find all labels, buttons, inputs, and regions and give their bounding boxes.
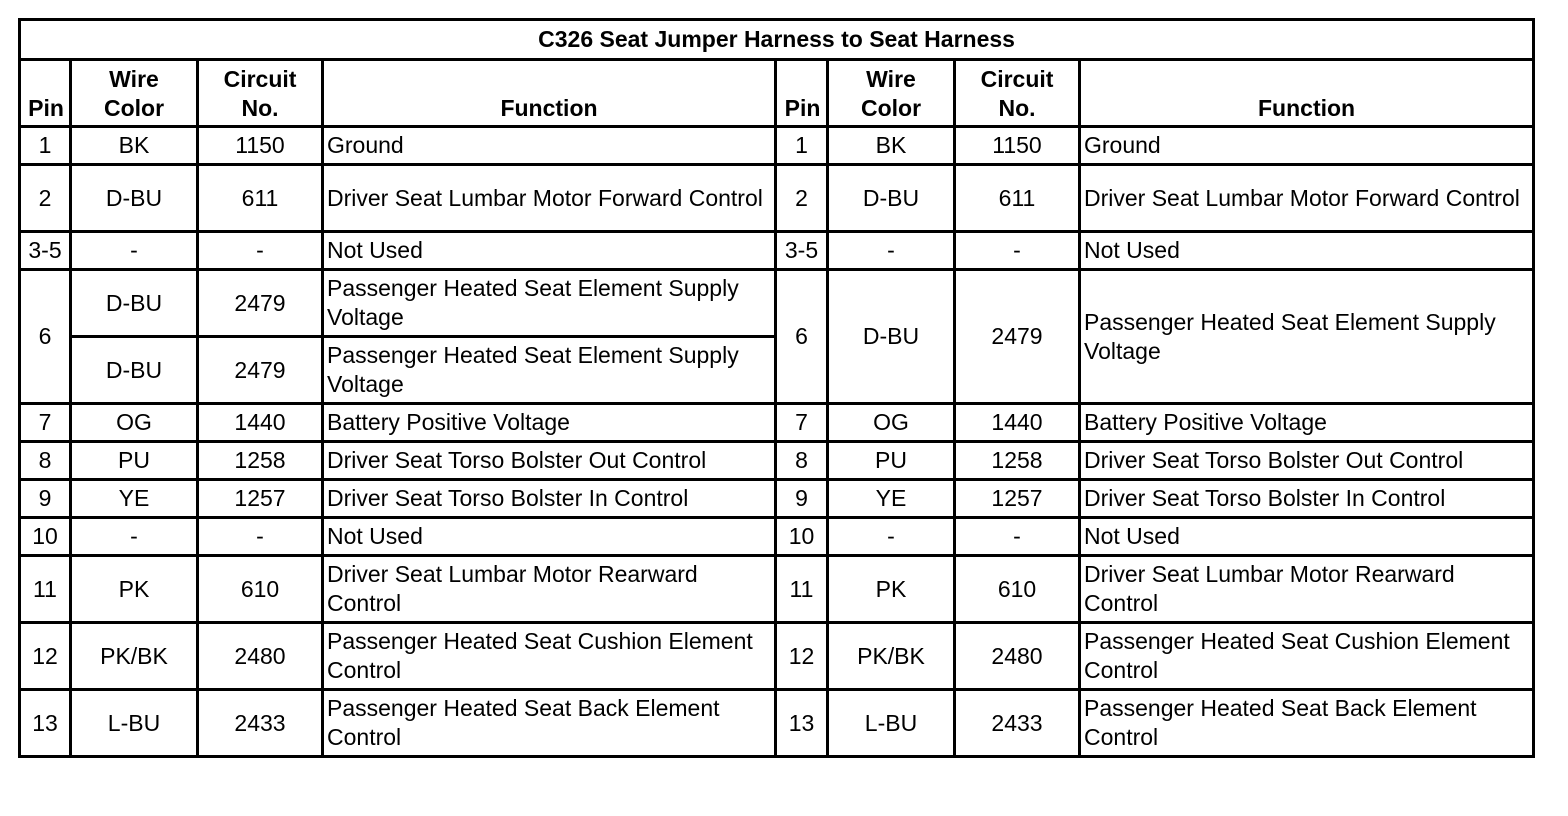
function-cell: Not Used [323, 232, 776, 270]
wire-color-cell: D-BU [71, 270, 198, 337]
function-cell: Driver Seat Lumbar Motor Rearward Control [323, 556, 776, 623]
function-cell: Battery Positive Voltage [1080, 404, 1534, 442]
wire-color-cell: - [71, 518, 198, 556]
circuit-cell: 1257 [198, 480, 323, 518]
pin-cell: 10 [776, 518, 828, 556]
wire-color-cell: OG [71, 404, 198, 442]
table-title: C326 Seat Jumper Harness to Seat Harness [20, 20, 1534, 60]
header-circuit-label: Circuit [980, 66, 1054, 92]
wire-color-cell: PU [71, 442, 198, 480]
pin-cell: 6 [20, 270, 71, 404]
circuit-cell: 610 [955, 556, 1080, 623]
pin-cell: 11 [776, 556, 828, 623]
wire-color-cell: - [828, 232, 955, 270]
function-cell: Passenger Heated Seat Back Element Control [1080, 690, 1534, 757]
header-no-label: No. [241, 95, 279, 121]
function-cell: Driver Seat Lumbar Motor Rearward Control [1080, 556, 1534, 623]
table-row [20, 127, 1534, 165]
table-row [20, 442, 1534, 480]
circuit-cell: 1440 [955, 404, 1080, 442]
pin-cell: 6 [776, 270, 828, 404]
header-color-label: Color [103, 95, 165, 121]
function-cell: Driver Seat Torso Bolster Out Control [1080, 442, 1534, 480]
function-cell: Driver Seat Torso Bolster Out Control [323, 442, 776, 480]
header-wire-label: Wire [866, 66, 916, 92]
circuit-cell: 2479 [198, 270, 323, 337]
pin-cell: 7 [20, 404, 71, 442]
header-function-left: Function [323, 60, 776, 127]
function-cell: Passenger Heated Seat Cushion Element Control [1080, 623, 1534, 690]
circuit-cell: 2479 [955, 270, 1080, 404]
wire-color-cell: OG [828, 404, 955, 442]
wire-color-cell: PU [828, 442, 955, 480]
pin-cell: 9 [776, 480, 828, 518]
circuit-cell: 2433 [955, 690, 1080, 757]
wire-color-cell: YE [71, 480, 198, 518]
wire-color-cell: - [71, 232, 198, 270]
function-cell: Driver Seat Torso Bolster In Control [1080, 480, 1534, 518]
header-pin-left: Pin [20, 60, 71, 127]
circuit-cell: - [955, 232, 1080, 270]
circuit-cell: 2480 [198, 623, 323, 690]
circuit-cell: 2433 [198, 690, 323, 757]
header-circuit-left [198, 60, 323, 127]
function-cell: Passenger Heated Seat Back Element Control [323, 690, 776, 757]
table-row [20, 404, 1534, 442]
circuit-cell: 1150 [955, 127, 1080, 165]
wire-color-cell: PK [71, 556, 198, 623]
wire-color-cell: D-BU [828, 270, 955, 404]
function-cell: Not Used [1080, 232, 1534, 270]
pin-cell: 7 [776, 404, 828, 442]
pin-cell: 1 [20, 127, 71, 165]
function-cell: Passenger Heated Seat Element Supply Voltage [1080, 270, 1534, 404]
function-cell: Not Used [323, 518, 776, 556]
wire-color-cell: PK [828, 556, 955, 623]
wire-color-cell: L-BU [828, 690, 955, 757]
function-cell: Passenger Heated Seat Cushion Element Control [323, 623, 776, 690]
header-color-label: Color [860, 95, 922, 121]
circuit-cell: 611 [198, 165, 323, 232]
table-row [20, 480, 1534, 518]
circuit-cell: - [955, 518, 1080, 556]
pin-cell: 13 [776, 690, 828, 757]
circuit-cell: 611 [955, 165, 1080, 232]
circuit-cell: 1150 [198, 127, 323, 165]
wire-color-cell: D-BU [828, 165, 955, 232]
function-cell: Driver Seat Torso Bolster In Control [323, 480, 776, 518]
pin-cell: 3-5 [776, 232, 828, 270]
wire-color-cell: D-BU [71, 337, 198, 404]
header-no-label: No. [998, 95, 1036, 121]
header-wire-label: Wire [109, 66, 159, 92]
wire-color-cell: PK/BK [71, 623, 198, 690]
table-row [20, 690, 1534, 757]
pin-cell: 12 [776, 623, 828, 690]
function-cell: Driver Seat Lumbar Motor Forward Control [323, 165, 776, 232]
connector-table [18, 18, 1535, 758]
circuit-cell: - [198, 232, 323, 270]
circuit-cell: - [198, 518, 323, 556]
header-function-right: Function [1080, 60, 1534, 127]
pin-cell: 3-5 [20, 232, 71, 270]
header-pin-right: Pin [776, 60, 828, 127]
wire-color-cell: L-BU [71, 690, 198, 757]
header-row [20, 60, 1534, 127]
circuit-cell: 610 [198, 556, 323, 623]
circuit-cell: 1440 [198, 404, 323, 442]
circuit-cell: 1258 [198, 442, 323, 480]
table-row [20, 165, 1534, 232]
pin-cell: 8 [776, 442, 828, 480]
table-row [20, 518, 1534, 556]
circuit-cell: 1258 [955, 442, 1080, 480]
pin-cell: 2 [20, 165, 71, 232]
function-cell: Driver Seat Lumbar Motor Forward Control [1080, 165, 1534, 232]
header-circuit-right [955, 60, 1080, 127]
header-wire-color-left [71, 60, 198, 127]
table-row [20, 232, 1534, 270]
table-row [20, 556, 1534, 623]
table-row [20, 623, 1534, 690]
pin-cell: 1 [776, 127, 828, 165]
pin-cell: 13 [20, 690, 71, 757]
wire-color-cell: - [828, 518, 955, 556]
function-cell: Not Used [1080, 518, 1534, 556]
wire-color-cell: BK [828, 127, 955, 165]
table-row [20, 270, 1534, 337]
function-cell: Ground [1080, 127, 1534, 165]
circuit-cell: 2480 [955, 623, 1080, 690]
pin-cell: 12 [20, 623, 71, 690]
function-cell: Battery Positive Voltage [323, 404, 776, 442]
wire-color-cell: PK/BK [828, 623, 955, 690]
pin-cell: 11 [20, 556, 71, 623]
wire-color-cell: BK [71, 127, 198, 165]
function-cell: Passenger Heated Seat Element Supply Voltage [323, 337, 776, 404]
pin-cell: 10 [20, 518, 71, 556]
header-wire-color-right [828, 60, 955, 127]
pin-cell: 9 [20, 480, 71, 518]
pin-cell: 8 [20, 442, 71, 480]
wire-color-cell: D-BU [71, 165, 198, 232]
function-cell: Passenger Heated Seat Element Supply Voltage [323, 270, 776, 337]
header-circuit-label: Circuit [223, 66, 297, 92]
circuit-cell: 2479 [198, 337, 323, 404]
pin-cell: 2 [776, 165, 828, 232]
circuit-cell: 1257 [955, 480, 1080, 518]
function-cell: Ground [323, 127, 776, 165]
wire-color-cell: YE [828, 480, 955, 518]
